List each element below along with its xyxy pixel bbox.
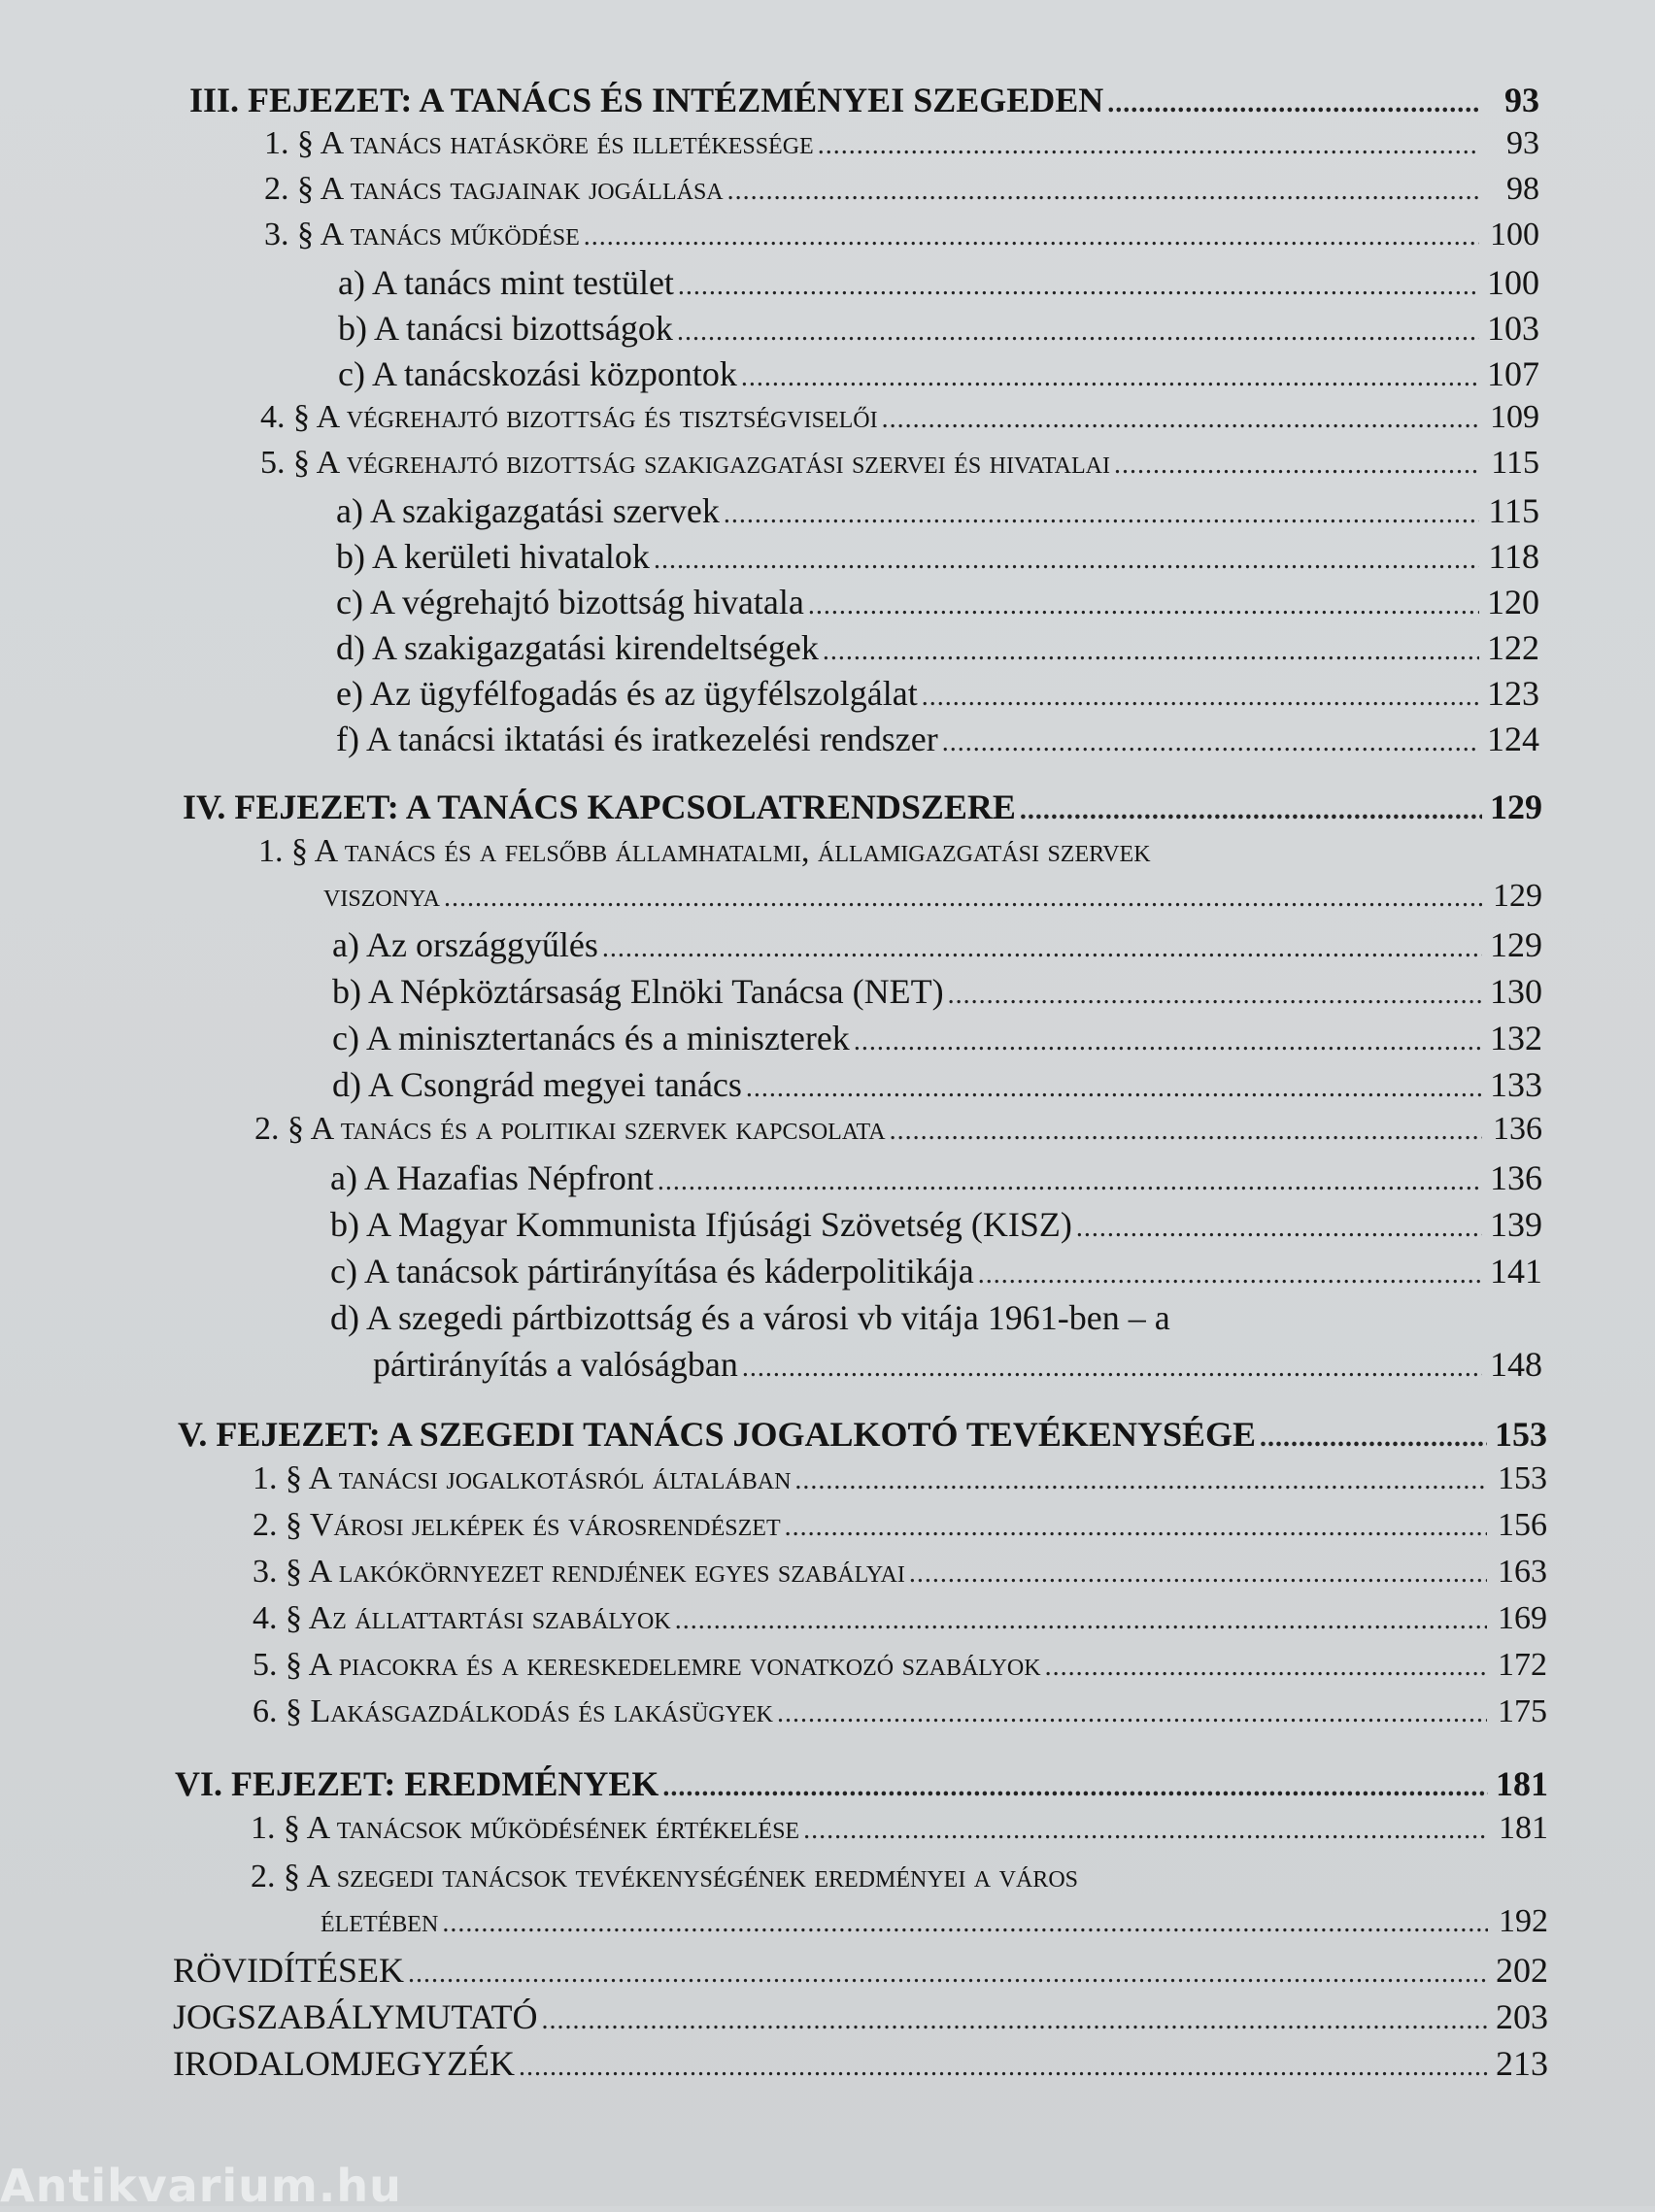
leader-dots [1076, 1213, 1482, 1244]
entry-label: életében [321, 1903, 439, 1939]
page-number: 118 [1488, 537, 1539, 576]
page-number: 141 [1490, 1252, 1542, 1290]
toc-entry [260, 399, 1539, 444]
toc-entry [338, 353, 1539, 398]
page-number: 175 [1498, 1693, 1547, 1729]
entry-label: pártirányítás a valóságban [373, 1345, 738, 1384]
toc-entry [336, 673, 1539, 718]
chapter-title: IV. FEJEZET: A TANÁCS KAPCSOLATRENDSZERE [183, 788, 1016, 826]
page-number: 103 [1487, 309, 1539, 348]
toc-entry [332, 924, 1542, 969]
toc-entry-abbreviations [173, 1950, 1548, 1994]
entry-label: JOGSZABÁLYMUTATÓ [173, 1997, 538, 2036]
toc-entry [254, 1111, 1542, 1156]
entry-label: b) A Népköztársaság Elnöki Tanácsa (NET) [332, 972, 944, 1011]
entry-label: 3. § A tanács működése [264, 217, 580, 252]
page-number: 98 [1506, 171, 1539, 207]
entry-label: c) A tanácskozási központok [338, 354, 737, 393]
entry-label: 1. § A tanácsok működésének értékelése [251, 1810, 800, 1846]
chapter-4-heading [183, 787, 1542, 831]
toc-entry [336, 582, 1539, 626]
page-number: 172 [1498, 1647, 1547, 1683]
page-number: 124 [1487, 720, 1539, 758]
entry-label: 2. § A tanács tagjainak jogállása [264, 171, 724, 207]
toc-entry [338, 262, 1539, 307]
leader-dots [444, 883, 1482, 914]
toc-entry [321, 1903, 1548, 1948]
leader-dots [777, 1698, 1487, 1729]
leader-dots [742, 1353, 1482, 1384]
leader-dots [741, 362, 1479, 393]
leader-dots [794, 1465, 1487, 1496]
entry-label: b) A tanácsi bizottságok [338, 309, 673, 348]
toc-entry [336, 627, 1539, 672]
toc-entry [323, 878, 1542, 922]
leader-dots [678, 271, 1479, 302]
page-number: 156 [1498, 1507, 1547, 1543]
toc-entry [330, 1251, 1542, 1295]
toc-entry [264, 125, 1539, 170]
page-number: 139 [1490, 1205, 1542, 1244]
leader-dots [442, 1908, 1488, 1939]
entry-label: 5. § A végrehajtó bizottság szakigazgatási szervei és hivatalai [260, 445, 1110, 481]
toc-entry-bibliography [173, 2043, 1548, 2088]
toc-entry [264, 217, 1539, 261]
leader-dots [823, 636, 1479, 667]
toc-entry [253, 1460, 1547, 1505]
leader-dots [602, 933, 1482, 964]
chapter-6-heading [175, 1763, 1548, 1808]
chapter-title: V. FEJEZET: A SZEGEDI TANÁCS JOGALKOTÓ TEVÉKENYSÉGE [178, 1415, 1256, 1454]
toc-entry [332, 1018, 1542, 1062]
toc-entry-legislation-index [173, 1996, 1548, 2041]
entry-label: 4. § A végrehajtó bizottság és tisztségviselői [260, 399, 878, 435]
toc-entry [330, 1204, 1542, 1249]
page-number: 153 [1498, 1460, 1547, 1496]
entry-label: 6. § Lakásgazdálkodás és lakásügyek [253, 1693, 773, 1729]
page-number: 107 [1487, 354, 1539, 393]
toc-entry [336, 536, 1539, 581]
leader-dots [727, 176, 1479, 207]
entry-label: viszonya [323, 878, 440, 914]
entry-label: f) A tanácsi iktatási és iratkezelési rendszer [336, 720, 938, 758]
entry-label: 3. § A lakókörnyezet rendjének egyes szabályai [253, 1554, 905, 1590]
leader-dots [1107, 88, 1479, 119]
leader-dots [658, 1166, 1482, 1197]
page-number: 115 [1491, 445, 1539, 481]
leader-dots [909, 1558, 1487, 1590]
page-number: 136 [1493, 1111, 1542, 1147]
watermark-text: Antikvarium.hu [0, 2160, 402, 2212]
page-number: 93 [1504, 81, 1539, 119]
leader-dots [808, 590, 1479, 621]
leader-dots [1020, 795, 1482, 826]
toc-entry [336, 490, 1539, 535]
toc-entry [264, 171, 1539, 216]
entry-label: a) A tanács mint testület [338, 263, 674, 302]
page-number: 129 [1490, 925, 1542, 964]
toc-entry-first-line: d) A szegedi pártbizottság és a városi vb vitája 1961-ben – a [330, 1298, 1170, 1337]
leader-dots [854, 1026, 1482, 1057]
page-number: 153 [1495, 1415, 1547, 1454]
leader-dots [882, 404, 1479, 435]
entry-label: a) A szakigazgatási szervek [336, 491, 720, 530]
leader-dots [948, 980, 1482, 1011]
entry-label: 5. § A piacokra és a kereskedelemre vonatkozó szabályok [253, 1647, 1041, 1683]
toc-entry-first-line: 2. § A szegedi tanácsok tevékenységének eredményei a város [251, 1859, 1078, 1894]
leader-dots [654, 545, 1479, 576]
leader-dots [746, 1073, 1482, 1104]
chapter-title: III. FEJEZET: A TANÁCS ÉS INTÉZMÉNYEI SZEGEDEN [189, 81, 1104, 119]
toc-entry [253, 1507, 1547, 1552]
page-number: 129 [1490, 788, 1542, 826]
toc-entry [253, 1554, 1547, 1598]
page-number: 109 [1490, 399, 1539, 435]
leader-dots [942, 727, 1479, 758]
leader-dots [662, 1772, 1488, 1803]
toc-entry-first-line: 1. § A tanács és a felsőbb államhatalmi, államigazgatási szervek [258, 833, 1151, 869]
leader-dots [922, 682, 1479, 713]
entry-label: c) A tanácsok pártirányítása és káderpolitikája [330, 1252, 974, 1290]
leader-dots [818, 130, 1479, 161]
page-number: 192 [1499, 1903, 1548, 1939]
entry-label: b) A Magyar Kommunista Ifjúsági Szövetség (KISZ) [330, 1205, 1072, 1244]
page-number: 115 [1488, 491, 1539, 530]
page-number: 100 [1487, 263, 1539, 302]
page-number: 123 [1487, 674, 1539, 713]
page-number: 100 [1490, 217, 1539, 252]
entry-label: IRODALOMJEGYZÉK [173, 2044, 515, 2083]
entry-label: b) A kerületi hivatalok [336, 537, 650, 576]
page-number: 181 [1499, 1810, 1548, 1846]
toc-entry [338, 308, 1539, 352]
toc-entry [253, 1647, 1547, 1692]
page-number: 132 [1490, 1019, 1542, 1057]
toc-entry [251, 1810, 1548, 1855]
leader-dots [724, 499, 1479, 530]
entry-label: c) A minisztertanács és a miniszterek [332, 1019, 850, 1057]
entry-label: d) A szakigazgatási kirendeltségek [336, 628, 819, 667]
leader-dots [803, 1815, 1488, 1846]
entry-label: a) Az országgyűlés [332, 925, 598, 964]
entry-label: 1. § A tanács hatásköre és illetékessége [264, 125, 814, 161]
toc-entry [253, 1600, 1547, 1645]
leader-dots [519, 2052, 1488, 2083]
leader-dots [542, 2005, 1488, 2036]
chapter-5-heading [178, 1414, 1547, 1458]
page-number: 203 [1496, 1997, 1548, 2036]
toc-entry [253, 1693, 1547, 1738]
entry-label: c) A végrehajtó bizottság hivatala [336, 583, 804, 621]
page-number: 213 [1496, 2044, 1548, 2083]
leader-dots [890, 1116, 1482, 1147]
leader-dots [408, 1959, 1488, 1990]
leader-dots [1045, 1652, 1487, 1683]
page-number: 130 [1490, 972, 1542, 1011]
page-number: 163 [1498, 1554, 1547, 1590]
leader-dots [677, 317, 1479, 348]
chapter-3-heading [189, 80, 1539, 124]
toc-entry [332, 971, 1542, 1016]
toc-entry [330, 1157, 1542, 1202]
leader-dots [978, 1259, 1482, 1290]
page-number: 129 [1493, 878, 1542, 914]
page-number: 136 [1490, 1158, 1542, 1197]
leader-dots [785, 1512, 1487, 1543]
entry-label: 2. § Városi jelképek és városrendészet [253, 1507, 781, 1543]
toc-entry [373, 1344, 1542, 1389]
entry-label: e) Az ügyfélfogadás és az ügyfélszolgálat [336, 674, 918, 713]
entry-label: 4. § Az állattartási szabályok [253, 1600, 671, 1636]
entry-label: 2. § A tanács és a politikai szervek kapcsolata [254, 1111, 886, 1147]
entry-label: RÖVIDÍTÉSEK [173, 1951, 404, 1990]
page-number: 122 [1487, 628, 1539, 667]
page-number: 148 [1490, 1345, 1542, 1384]
page-number: 120 [1487, 583, 1539, 621]
leader-dots [1114, 450, 1479, 481]
page-number: 181 [1496, 1764, 1548, 1803]
page-number: 169 [1498, 1600, 1547, 1636]
page-number: 202 [1496, 1951, 1548, 1990]
chapter-title: VI. FEJEZET: EREDMÉNYEK [175, 1764, 659, 1803]
toc-entry [260, 445, 1539, 489]
leader-dots [1260, 1423, 1487, 1454]
toc-entry [336, 719, 1539, 763]
page-number: 93 [1506, 125, 1539, 161]
entry-label: d) A Csongrád megyei tanács [332, 1065, 742, 1104]
leader-dots [675, 1605, 1487, 1636]
toc-entry [332, 1064, 1542, 1109]
entry-label: 1. § A tanácsi jogalkotásról általában [253, 1460, 792, 1496]
leader-dots [584, 221, 1479, 252]
page-number: 133 [1490, 1065, 1542, 1104]
entry-label: a) A Hazafias Népfront [330, 1158, 654, 1197]
